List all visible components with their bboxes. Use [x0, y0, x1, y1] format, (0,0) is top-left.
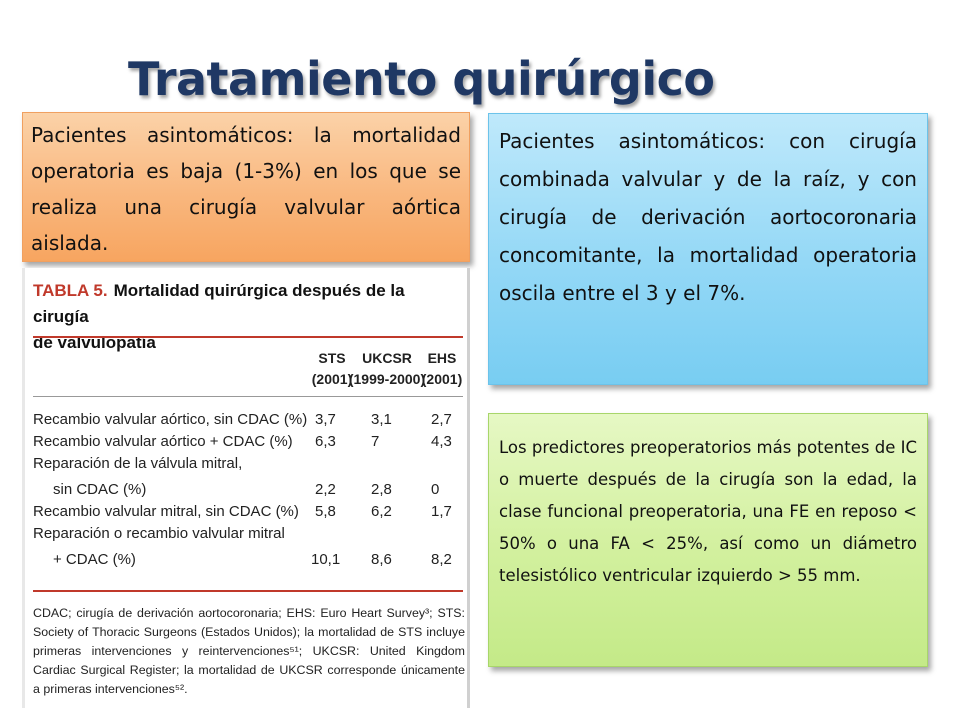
table-caption-line2: de valvulopatía [33, 333, 156, 352]
table-cell: 10,1 [311, 551, 341, 568]
column-header-ehs [407, 348, 477, 390]
textbox-predictors [488, 413, 928, 667]
slide-title: Tratamiento quirúrgico [128, 52, 715, 106]
textbox-aortic-mortality [22, 112, 470, 262]
table-cell: 1,7 [431, 503, 452, 520]
table-bottom-rule [33, 590, 463, 592]
table-row-label-continued: + CDAC (%) [53, 551, 136, 568]
mortality-table-image [22, 268, 470, 708]
table-cell: 0 [431, 481, 440, 498]
column-header-years: (1999-2000) [348, 371, 426, 387]
table-header-rule [33, 396, 463, 397]
table-cell: 7 [371, 433, 380, 450]
table-footnote: CDAC; cirugía de derivación aortocoronaria; EHS: Euro Heart Survey³; STS: Society of Thoracic Surgeons (Estados Unidos); la mortalidad de STS incluye primeras intervenciones y reintervenciones⁵¹; UKCSR: United Kingdom Cardiac Surgical Register; la mortalidad de UKCSR corresponde únicamente a primeras intervenciones⁵². [33, 606, 465, 696]
table-cell: 2,7 [431, 411, 452, 428]
textbox-combined-surgery-text: Pacientes asintomáticos: con cirugía combinada valvular y de la raíz, y con cirugía de derivación aortocoronaria concomitante, la mortalidad operatoria oscila entre el 3 y el 7%. [499, 129, 917, 305]
table-cell: 2,2 [315, 481, 336, 498]
table-cell: 3,7 [315, 411, 336, 428]
textbox-combined-surgery [488, 113, 928, 385]
column-header-years: (2001) [311, 371, 353, 387]
textbox-predictors-text: Los predictores preoperatorios más potentes de IC o muerte después de la cirugía son la edad, la clase funcional preoperatoria, una FE en reposo < 50% o una FA < 25%, así como un diámetro telesistólico ventricular izquierdo > 55 mm. [499, 438, 917, 585]
table-row-label: Recambio valvular aórtico + CDAC (%) [33, 433, 293, 450]
table-cell: 6,3 [315, 433, 336, 450]
table-caption [33, 278, 463, 356]
table-cell: 3,1 [371, 411, 392, 428]
column-header-name: STS [318, 350, 346, 366]
table-top-rule [33, 336, 463, 338]
table-cell: 6,2 [371, 503, 392, 520]
textbox-aortic-mortality-text: Pacientes asintomáticos: la mortalidad operatoria es baja (1-3%) en los que se realiza una cirugía valvular aórtica aislada. [31, 123, 461, 255]
table-row-label-continued: sin CDAC (%) [53, 481, 147, 498]
table-cell: 8,6 [371, 551, 392, 568]
table-row-label: Reparación o recambio valvular mitral [33, 525, 285, 542]
table-cell: 5,8 [315, 503, 336, 520]
table-caption-label: TABLA 5. [33, 281, 108, 300]
table-cell: 4,3 [431, 433, 452, 450]
column-header-name: UKCSR [362, 350, 412, 366]
table-row-label: Recambio valvular mitral, sin CDAC (%) [33, 503, 299, 520]
column-header-name: EHS [427, 350, 457, 366]
table-caption-line1: Mortalidad quirúrgica después de la cirugía [33, 281, 405, 326]
table-row-label: Recambio valvular aórtico, sin CDAC (%) [33, 411, 308, 428]
table-row-label: Reparación de la válvula mitral, [33, 455, 243, 472]
table-cell: 2,8 [371, 481, 392, 498]
table-cell: 8,2 [431, 551, 452, 568]
column-header-years: (2001) [421, 371, 463, 387]
